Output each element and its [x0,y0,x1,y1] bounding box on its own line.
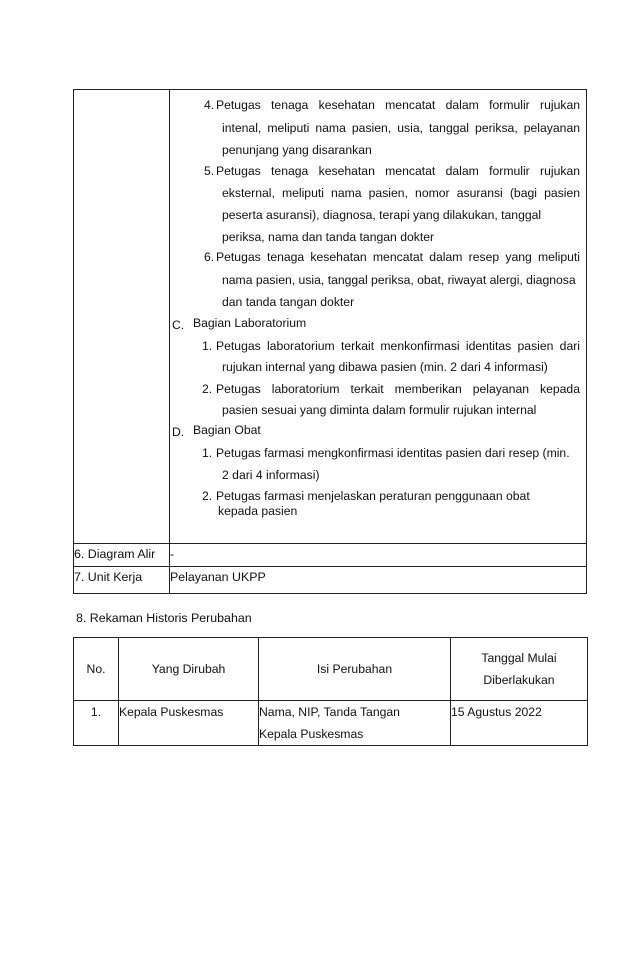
procedure-label-cell [74,90,170,544]
section-d-item2-line2: kepada pasien [218,504,298,518]
item4-line2: intenal, meliputi nama pasien, usia, tanggal periksa, pelayanan [222,121,580,135]
unit-kerja-value: Pelayanan UKPP [170,567,587,594]
header-tanggal [451,638,588,701]
row-no: 1. [74,701,119,746]
row-isi-line1: Nama, NIP, Tanda Tangan [259,705,400,719]
header-no: No. [74,638,119,701]
section-c-item2-line1: Petugas laboratorium terkait memberikan pelayanan kepada [216,382,580,396]
unit-kerja-label: 7. Unit Kerja [74,567,170,594]
procedure-content [170,90,586,543]
sop-procedure-table [73,89,587,594]
item5-line2: eksternal, meliputi nama pasien, nomor asuransi (bagi pasien [222,186,580,200]
procedure-content-cell [170,90,587,544]
header-yang-dirubah: Yang Dirubah [119,638,259,701]
row-isi-line2: Kepala Puskesmas [259,727,364,741]
section-c-item1-line1: Petugas laboratorium terkait menkonfirmasi identitas pasien dari [216,339,580,353]
section-c-item1-line2: rujukan internal yang dibawa pasien (min. 2 dari 4 informasi) [222,360,548,374]
item5-line1: Petugas tenaga kesehatan mencatat dalam formulir rujukan [216,164,580,178]
section-c-item1-number: 1. [202,339,213,353]
section-d-item1-line2: 2 dari 4 informasi) [222,468,320,482]
section-d-item2-number: 2. [202,489,213,503]
row-tanggal: 15 Agustus 2022 [451,701,588,746]
section-d-letter: D. [172,425,185,439]
item6-line1: Petugas tenaga kesehatan mencatat dalam resep yang meliputi [216,250,580,264]
header-isi-perubahan: Isi Perubahan [259,638,451,701]
section-c-title: Bagian Laboratorium [193,316,307,330]
history-section-title: 8. Rekaman Historis Perubahan [76,611,252,625]
item4-line3: penunjang yang disarankan [222,143,372,157]
diagram-alir-value: - [170,544,587,567]
section-d-title: Bagian Obat [193,423,261,437]
item5-number: 5. [204,164,215,178]
history-table [73,637,588,746]
row-isi-perubahan [259,701,451,746]
item4-number: 4. [204,98,215,112]
header-tanggal-line2: Diberlakukan [483,673,555,687]
section-c-letter: C. [172,318,185,332]
diagram-alir-label: 6. Diagram Alir [74,544,170,567]
row-yang-dirubah: Kepala Puskesmas [119,701,259,746]
section-d-item1-number: 1. [202,446,213,460]
section-c-item2-line2: pasien sesuai yang diminta dalam formulir rujukan internal [222,403,537,417]
section-d-item1-line1: Petugas farmasi mengkonfirmasi identitas pasien dari resep (min. [216,446,570,460]
item6-line3: dan tanda tangan dokter [222,295,355,309]
item6-line2: nama pasien, usia, tanggal periksa, obat, riwayat alergi, diagnosa [222,273,576,287]
item5-line3: peserta asuransi), diagnosa, terapi yang dilakukan, tanggal [222,208,542,222]
item4-line1: Petugas tenaga kesehatan mencatat dalam formulir rujukan [216,98,580,112]
item5-line4: periksa, nama dan tanda tangan dokter [222,230,435,244]
section-d-item2-line1: Petugas farmasi menjelaskan peraturan penggunaan obat [216,489,530,503]
item6-number: 6. [204,250,215,264]
table-row [74,701,588,746]
section-c-item2-number: 2. [202,382,213,396]
history-header-row [74,638,588,701]
header-tanggal-line1: Tanggal Mulai [481,651,557,665]
